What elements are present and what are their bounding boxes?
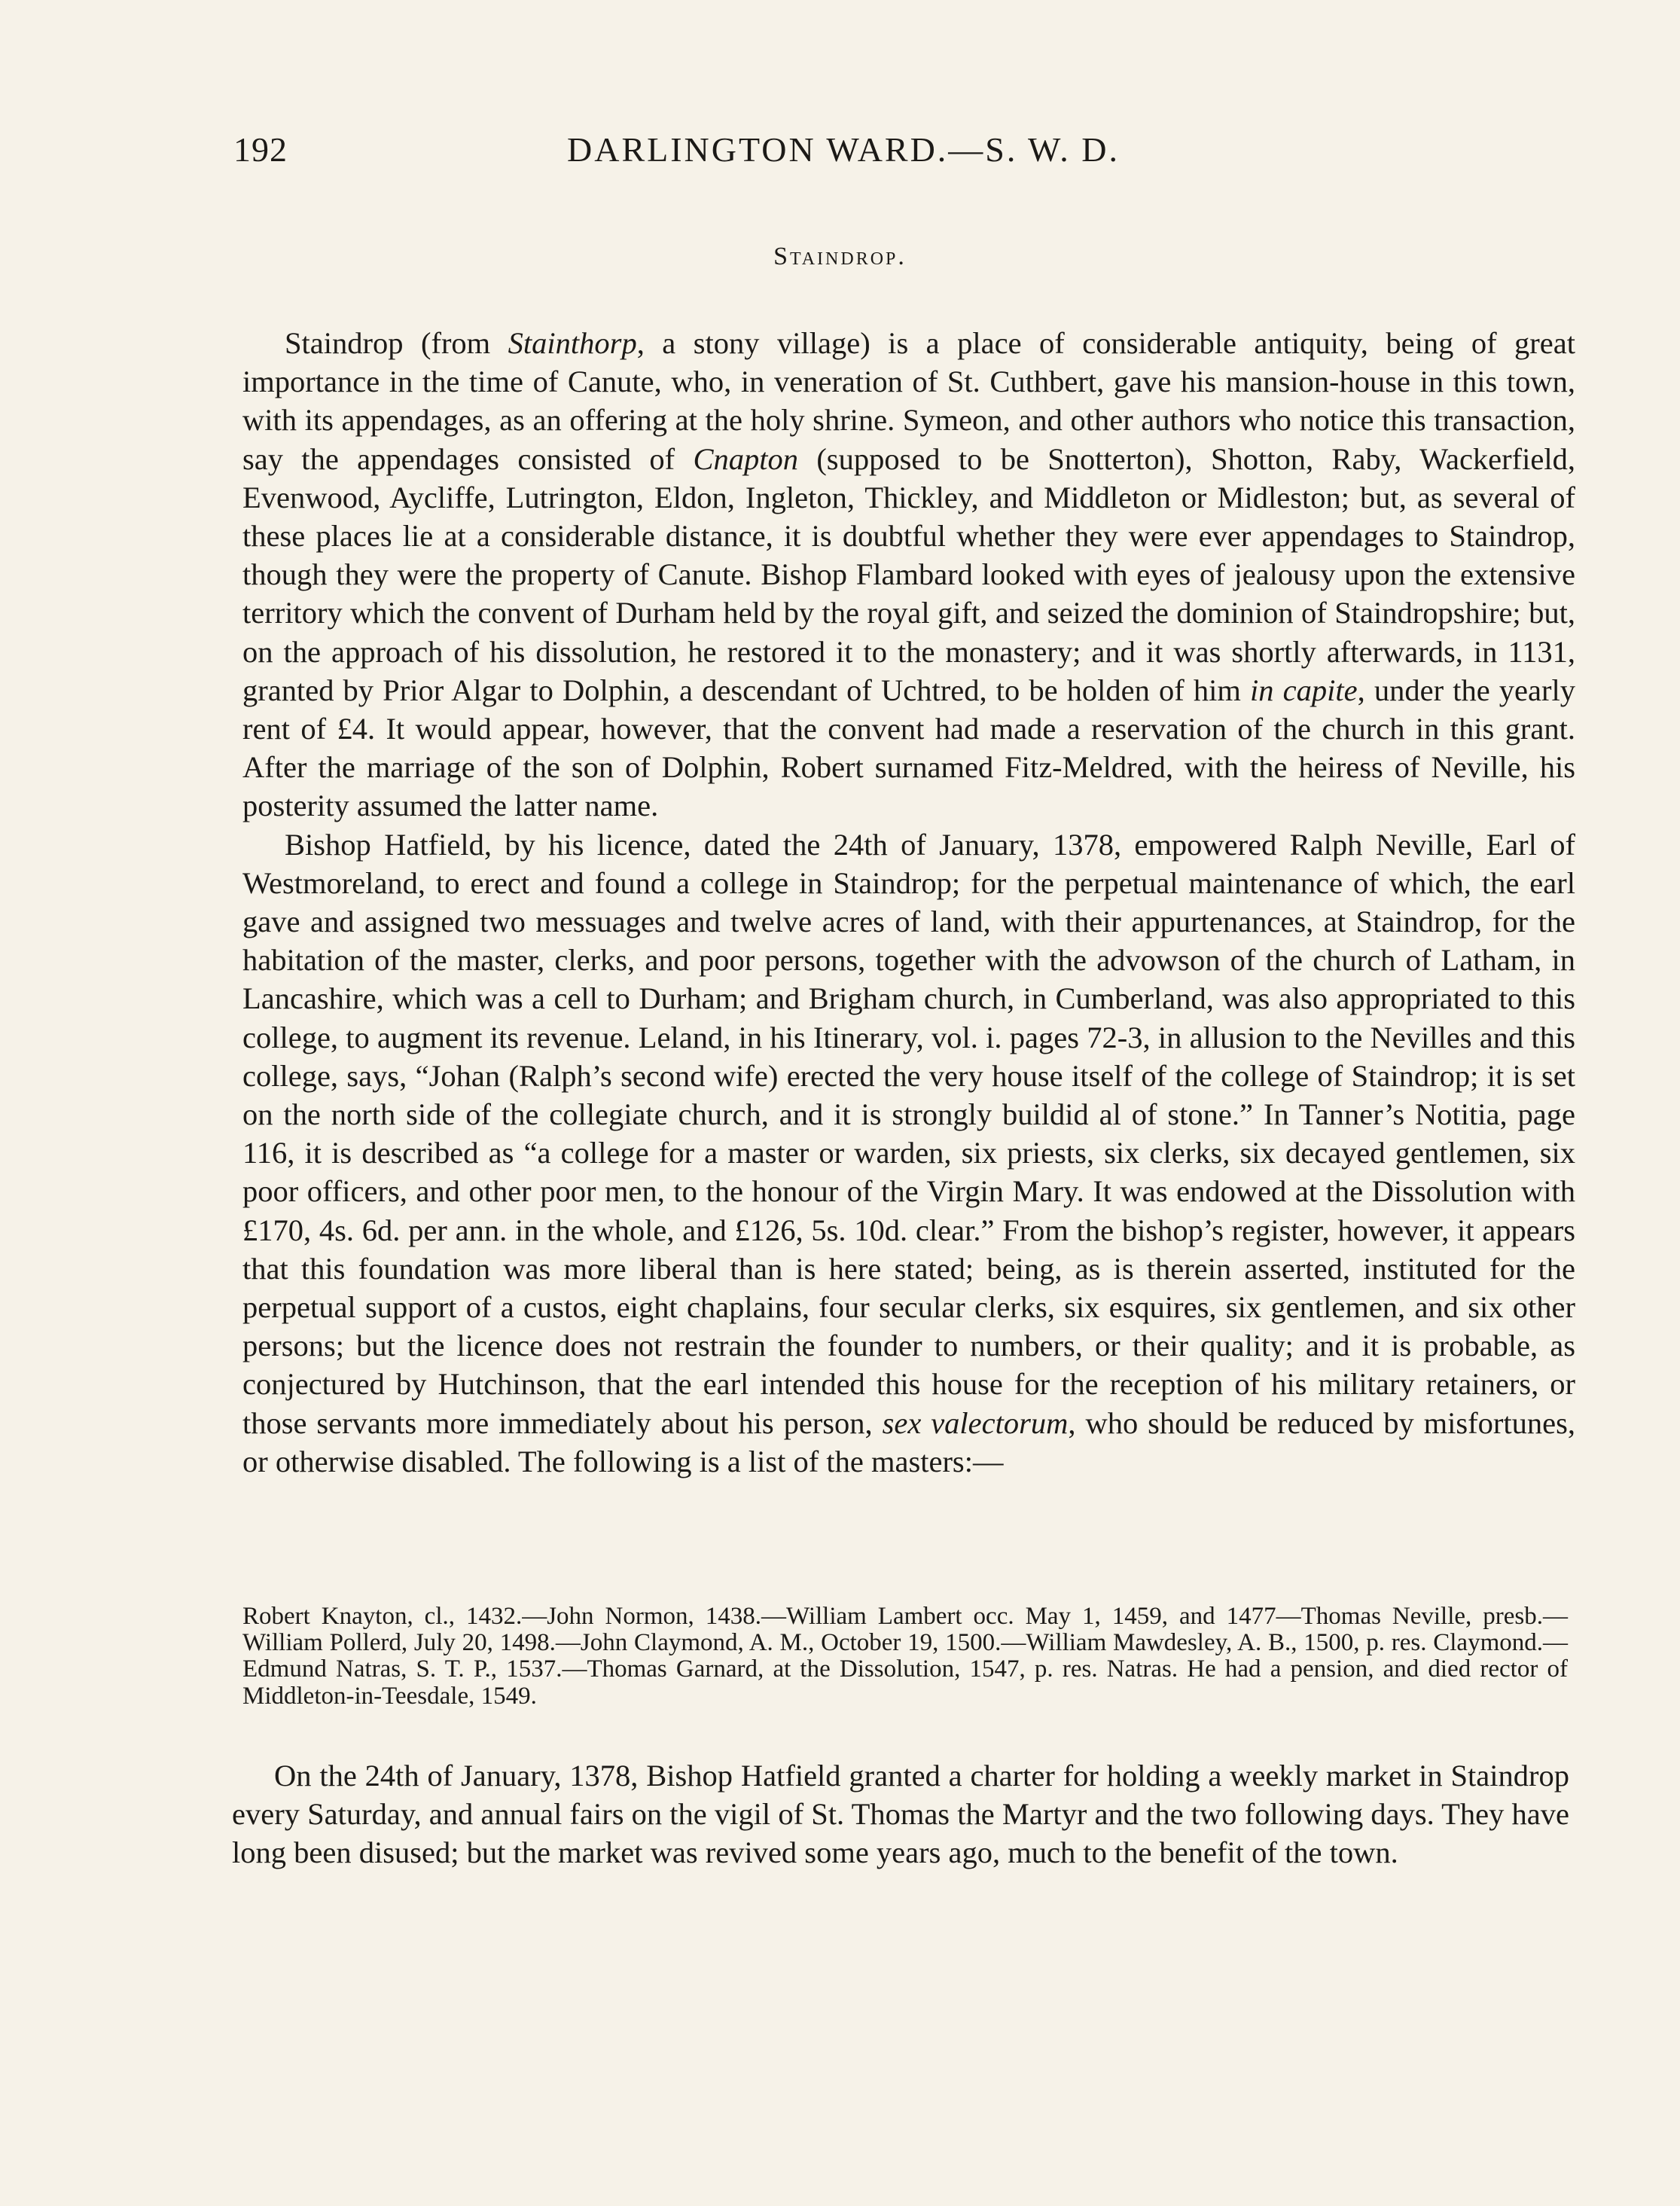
masters-list: Robert Knayton, cl., 1432.—John Normon, 1438.—William Lambert occ. May 1, 1459, and 1477—Thomas Neville, presb.—William Pollerd, July 20, 1498.—John Claymond, A. M., October 19, 1500.—William Mawdesley, A. B., 1500, p. res. Claymond.—Edmund Natras, S. T. P., 1537.—Thomas Garnard, at the Dissolution, 1547, p. res. Natras. He had a pension, and died rector of Middleton-in-Teesdale, 1549.	[242, 1603, 1568, 1710]
italic-term-in-capite: in capite	[1250, 673, 1358, 707]
page-number: 192	[233, 130, 288, 169]
text-run: , a stony village) is a place of considerable antiquity, being of great importance in the time of Canute, who, in veneration of St. Cuthbert, gave his mansion-house in this town, with its appendages, as an offering at the holy shrine. Symeon, and other authors who notice this transaction, say the appendages consisted of	[242, 326, 1575, 476]
text-run: (supposed to be Snotterton), Shotton, Raby, Wackerfield, Evenwood, Aycliffe, Lutrington, Eldon, Ingleton, Thickley, and Middleton or Midleston; but, as several of these places lie at a considerable distance, it is doubtful whether they were ever appendages to Staindrop, though they were the property of Canute. Bishop Flambard looked with eyes of jealousy upon the extensive territory which the convent of Durham held by the royal gift, and seized the dominion of Staindropshire; but, on the approach of his dissolution, he restored it to the monastery; and it was shortly afterwards, in 1131, granted by Prior Algar to Dolphin, a descendant of Uchtred, to be holden of him	[242, 441, 1575, 707]
italic-term-cnapton: Cnapton	[693, 441, 798, 476]
paragraph-college-foundation	[242, 825, 1575, 1481]
section-title: Staindrop.	[773, 243, 907, 270]
paragraph-market-charter: On the 24th of January, 1378, Bishop Hatfield granted a charter for holding a weekly market in Staindrop every Saturday, and annual fairs on the vigil of St. Thomas the Martyr and the two following days. They have long been disused; but the market was revived some years ago, much to the benefit of the town.	[232, 1759, 1569, 1869]
text-run: Staindrop (from	[285, 326, 508, 360]
running-head: DARLINGTON WARD.—S. W. D.	[567, 130, 1120, 169]
italic-term-stainthorp: Stainthorp	[508, 326, 637, 360]
text-run: Bishop Hatfield, by his licence, dated the 24th of January, 1378, empowered Ralph Neville, Earl of Westmoreland, to erect and found a college in Staindrop; for the perpetual maintenance of which, the earl gave and assigned two messuages and twelve acres of land, with their appurtenances, at Staindrop, for the habitation of the master, clerks, and poor persons, together with the advowson of the church of Latham, in Lancashire, which was a cell to Durham; and Brigham church, in Cumberland, was also appropriated to this college, to augment its revenue. Leland, in his Itinerary, vol. i. pages 72-3, in allusion to the Nevilles and this college, says, “Johan (Ralph’s second wife) erected the very house itself of the college of Staindrop; it is set on the north side of the collegiate church, and it is strongly buildid al of stone.” In Tanner’s Notitia, page 116, it is described as “a college for a master or warden, six priests, six clerks, six decayed gentlemen, six poor officers, and other poor men, to the honour of the Virgin Mary. It was endowed at the Dissolution with £170, 4s. 6d. per ann. in the whole, and £126, 5s. 10d. clear.” From the bishop’s register, however, it appears that this foundation was more liberal than is here stated; being, as is therein asserted, instituted for the perpetual support of a custos, eight chaplains, four secular clerks, six esquires, six gentlemen, and six other persons; but the licence does not restrain the founder to numbers, or their quality; and it is probable, as conjectured by Hutchinson, that the earl intended this house for the reception of his military retainers, or those servants more immediately about his person,	[242, 827, 1575, 1440]
body-text	[242, 324, 1575, 1481]
page-header	[233, 130, 1453, 175]
paragraph-staindrop-origins	[242, 324, 1575, 825]
text-run: , under the yearly rent of £4. It would appear, however, that the convent had made a reservation of the church in this grant. After the marriage of the son of Dolphin, Robert surnamed Fitz-Meldred, with the heiress of Neville, his posterity assumed the latter name.	[242, 673, 1575, 823]
italic-term-sex-valectorum: sex valectorum	[882, 1405, 1069, 1440]
text-run: , who should be reduced by misfortunes, or otherwise disabled. The following is a list of the masters:—	[242, 1405, 1575, 1478]
